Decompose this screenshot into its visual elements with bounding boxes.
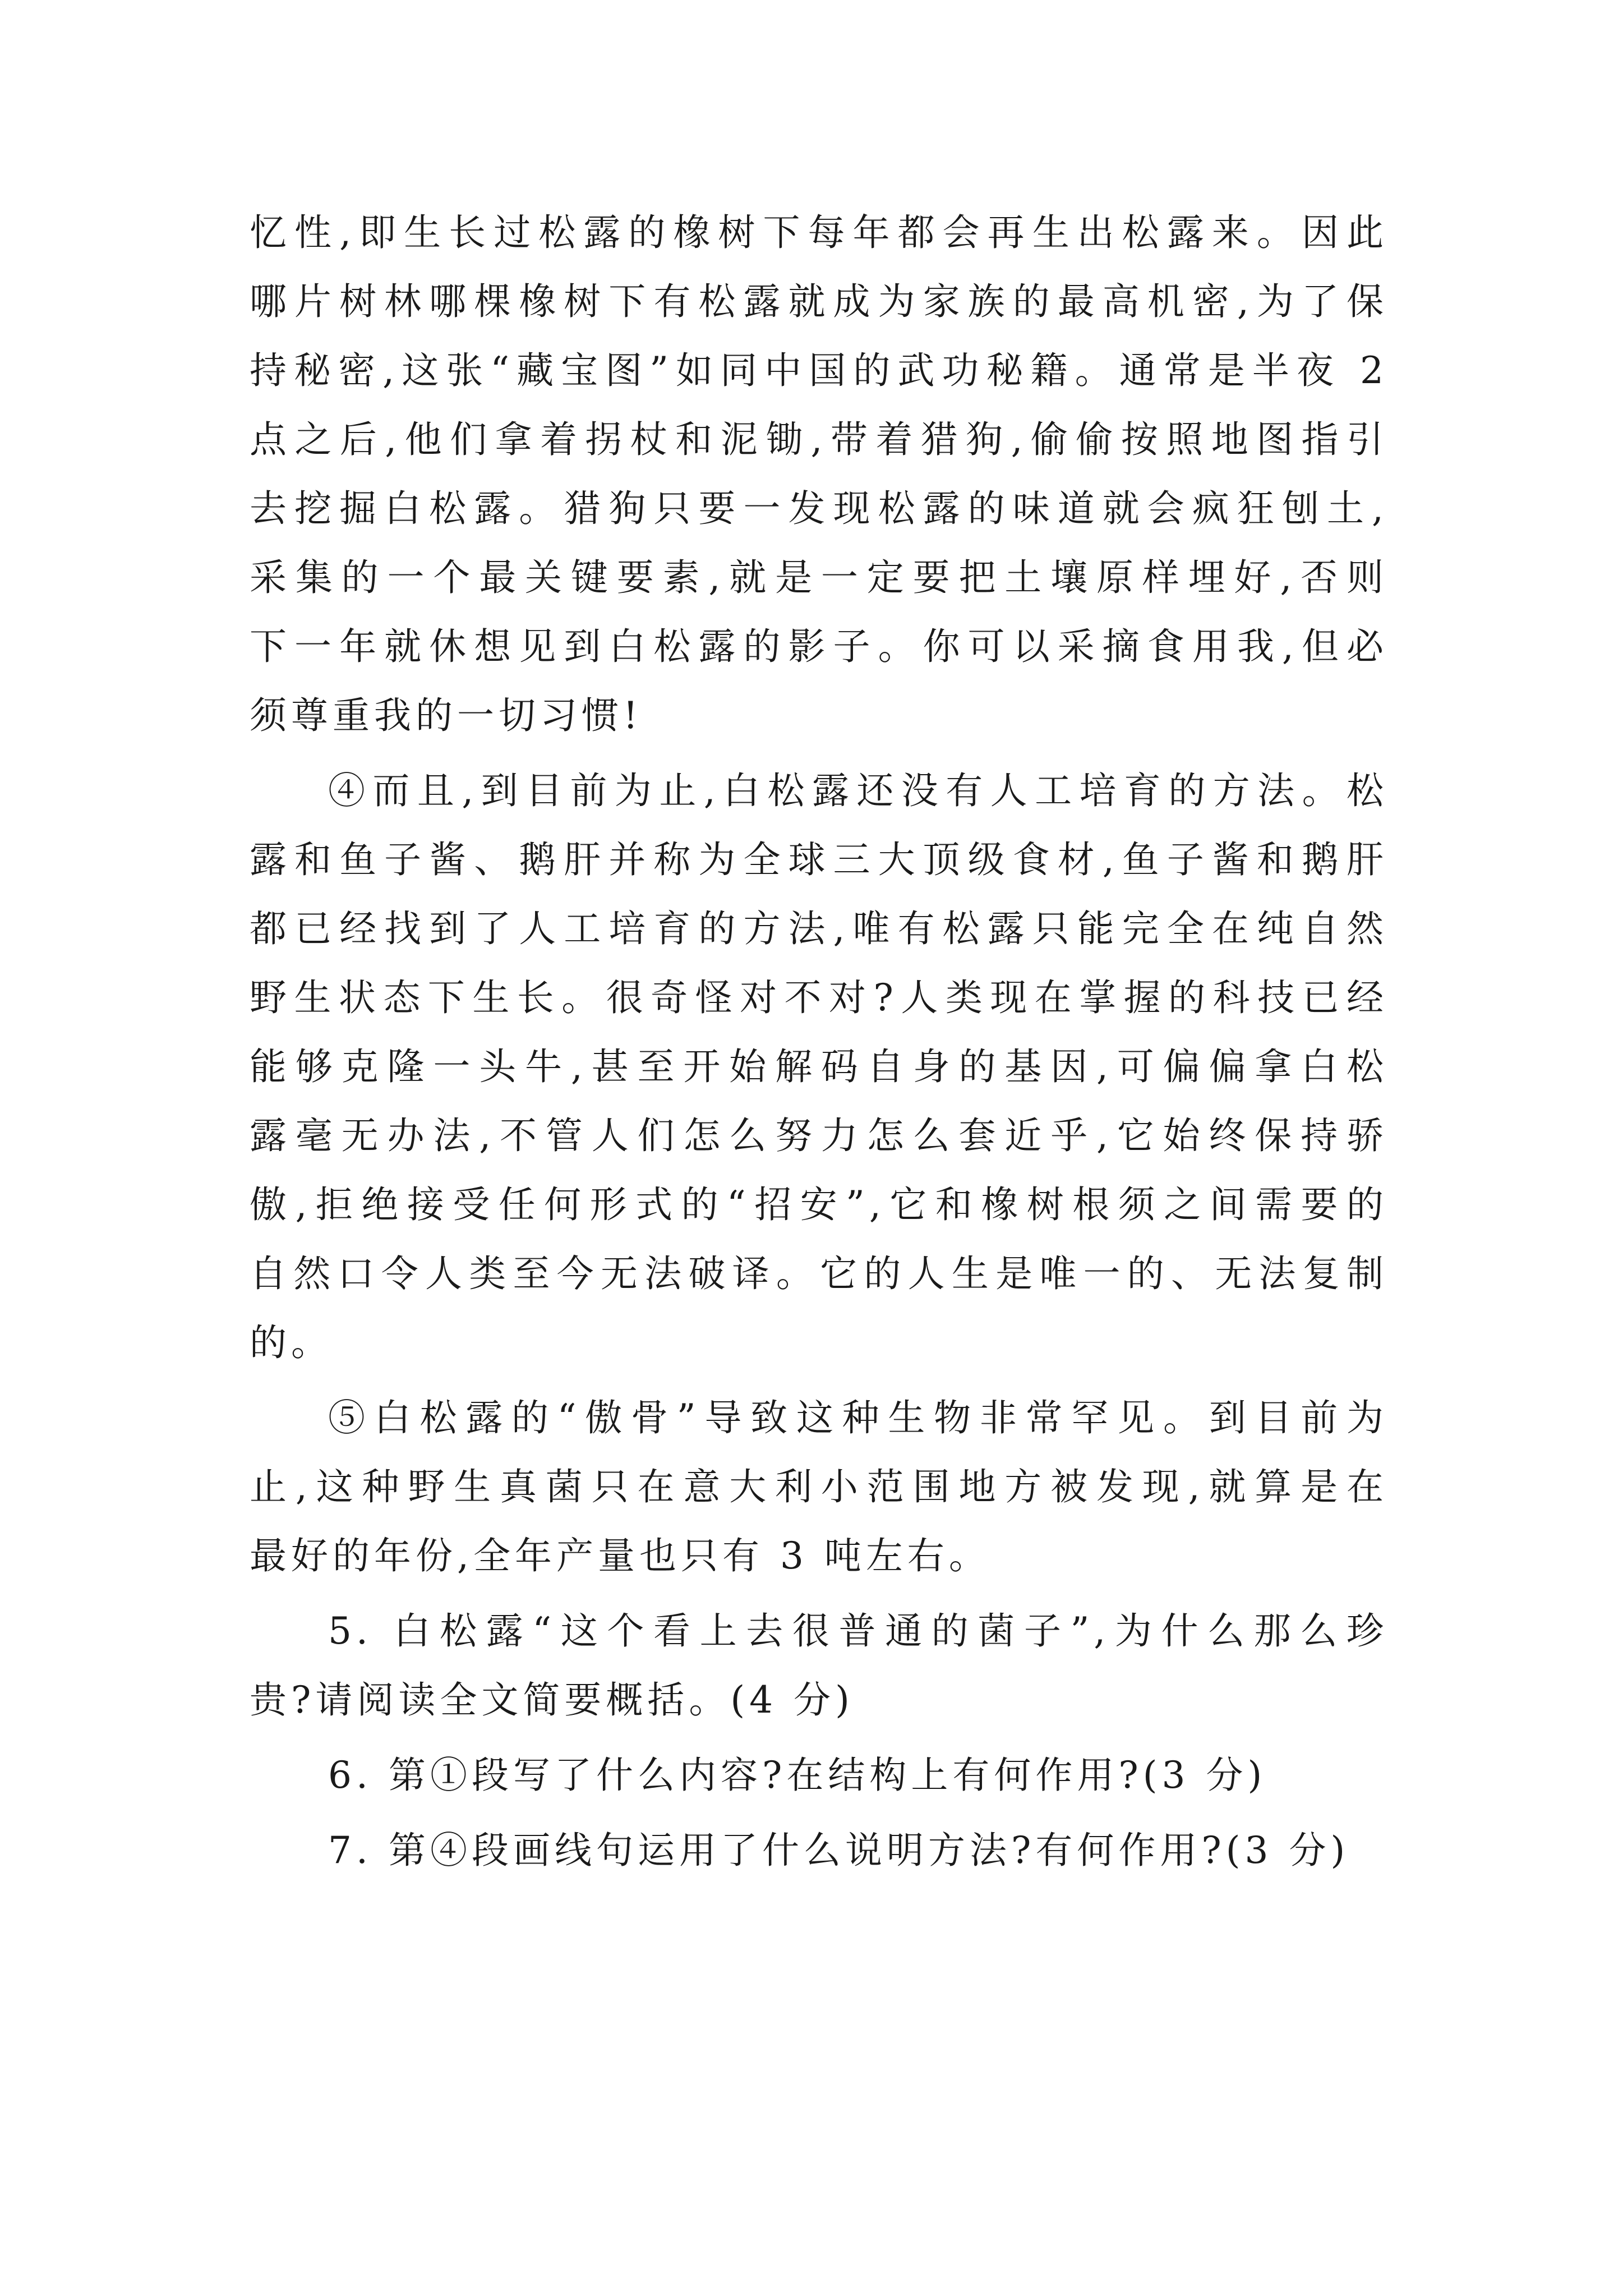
question-5-line: 贵?请阅读全文简要概括。(4 分) — [250, 1678, 854, 1722]
paragraph-line: 采集的一个最关键要素,就是一定要把土壤原样埋好,否则 — [250, 556, 1388, 599]
paragraph-4-line: 自然口令人类至今无法破译。它的人生是唯一的、无法复制 — [250, 1252, 1388, 1295]
question-6: 6. 第①段写了什么内容?在结构上有何作用?(3 分) — [328, 1754, 1267, 1797]
question-7: 7. 第④段画线句运用了什么说明方法?有何作用?(3 分) — [328, 1829, 1350, 1872]
paragraph-line: 点之后,他们拿着拐杖和泥锄,带着猎狗,偷偷按照地图指引 — [250, 418, 1388, 461]
paragraph-4-line: 露和鱼子酱、鹅肝并称为全球三大顶级食材,鱼子酱和鹅肝 — [250, 838, 1388, 881]
paragraph-line: 忆性,即生长过松露的橡树下每年都会再生出松露来。因此 — [250, 211, 1388, 254]
paragraph-line: 须尊重我的一切习惯! — [250, 694, 643, 737]
paragraph-4-line: 的。 — [250, 1321, 333, 1364]
paragraph-5-line: ⑤白松露的“傲骨”导致这种生物非常罕见。到目前为 — [328, 1396, 1388, 1439]
paragraph-4-line: 露毫无办法,不管人们怎么努力怎么套近乎,它始终保持骄 — [250, 1114, 1388, 1157]
paragraph-5-line: 止,这种野生真菌只在意大利小范围地方被发现,就算是在 — [250, 1465, 1388, 1508]
paragraph-5-line: 最好的年份,全年产量也只有 3 吨左右。 — [250, 1534, 990, 1577]
question-5-line: 5. 白松露“这个看上去很普通的菌子”,为什么那么珍 — [328, 1609, 1388, 1653]
paragraph-4-line: 傲,拒绝接受任何形式的“招安”,它和橡树根须之间需要的 — [250, 1183, 1388, 1226]
paragraph-line: 去挖掘白松露。猎狗只要一发现松露的味道就会疯狂刨土, — [250, 487, 1388, 530]
paragraph-line: 下一年就休想见到白松露的影子。你可以采摘食用我,但必 — [250, 625, 1388, 668]
paragraph-4-line: 能够克隆一头牛,甚至开始解码自身的基因,可偏偏拿白松 — [250, 1045, 1388, 1088]
paragraph-line: 持秘密,这张“藏宝图”如同中国的武功秘籍。通常是半夜 2 — [250, 349, 1388, 392]
paragraph-4-line: ④而且,到目前为止,白松露还没有人工培育的方法。松 — [328, 769, 1388, 812]
paragraph-4-line: 都已经找到了人工培育的方法,唯有松露只能完全在纯自然 — [250, 907, 1388, 950]
paragraph-4-line: 野生状态下生长。很奇怪对不对?人类现在掌握的科技已经 — [250, 976, 1388, 1019]
paragraph-line: 哪片树林哪棵橡树下有松露就成为家族的最高机密,为了保 — [250, 280, 1388, 323]
